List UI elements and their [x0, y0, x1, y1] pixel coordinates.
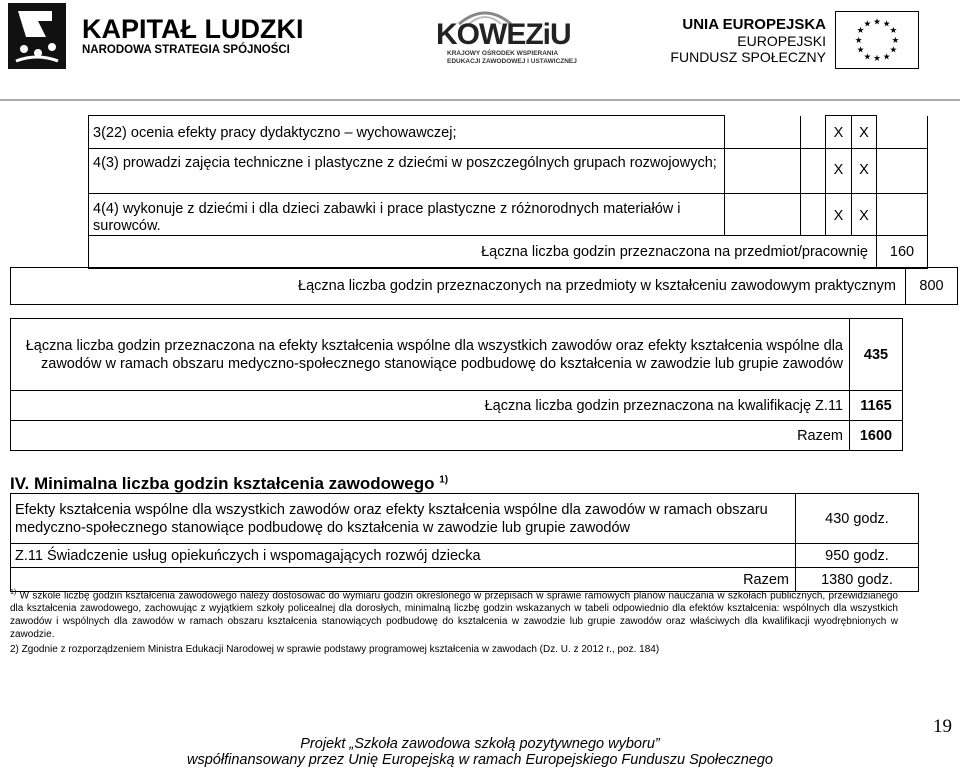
svg-text:★: ★ — [873, 17, 881, 28]
mark-cell: X — [852, 149, 877, 194]
empty-cell — [877, 149, 928, 194]
table-row — [11, 268, 958, 305]
empty-cell — [801, 116, 826, 149]
section-title — [10, 474, 448, 494]
kowez-subtitle — [447, 50, 577, 66]
svg-text:★: ★ — [882, 52, 891, 63]
min-hours-label: Z.11 Świadczenie usług opiekuńczych i wspomagających rozwój dziecka — [11, 544, 796, 568]
table-row — [89, 149, 928, 194]
table-row — [89, 194, 928, 236]
section-title-footnote-mark: 1) — [439, 474, 449, 486]
table-row — [11, 544, 919, 568]
ue-line1: UNIA EUROPEJSKA — [682, 16, 826, 33]
footnote-1-text: W szkole liczbę godzin kształcenia zawodowego należy dostosować do wymiaru godzin określonego w przepisach w sprawie ramowych planów nauczania w szkołach publicznych, przewidzianego dla kształcenia zawodowego, zachowując z wyjątkiem szkoły policealnej dla dorosłych, minimalną liczbę godzin wskazanych w tabeli odpowiednio dla efektów kształcenia: wspólnych dla wszystkich zawodów i wspólnych dla zawodów w ramach obszaru kształcenia stanowiących podbudowę do kształcenia w zawodzie lub grupie zawodów oraz właściwych dla kwalifikacji wyodrębnionych w zawodzie. — [10, 590, 898, 641]
footnote-1-mark: 1) — [10, 589, 17, 596]
table-row — [11, 421, 903, 451]
empty-cell — [877, 194, 928, 236]
summary-table — [10, 318, 903, 451]
svg-text:★: ★ — [863, 52, 872, 63]
page-number: 19 — [933, 716, 952, 737]
svg-text:★: ★ — [863, 19, 872, 30]
subject-total-label: Łączna liczba godzin przeznaczona na przedmiot/pracownię — [89, 236, 877, 269]
footnote-1 — [10, 586, 898, 641]
min-hours-label: Efekty kształcenia wspólne dla wszystkich zawodów oraz efekty kształcenia wspólne dla zawodów w ramach obszaru medyczno-społecznego stanowiące podbudowę do kształcenia w zawodzie lub grupie zawodów — [11, 494, 796, 544]
practical-total-table — [10, 267, 958, 305]
empty-cell — [801, 149, 826, 194]
section-title-text: IV. Minimalna liczba godzin kształcenia zawodowego — [10, 474, 435, 493]
mark-cell: X — [852, 116, 877, 149]
min-hours-total-value: 1380 godz. — [796, 568, 919, 592]
svg-text:★: ★ — [891, 35, 900, 46]
eu-flag-icon — [835, 11, 919, 69]
kapital-ludzki-emblem-icon — [8, 3, 66, 69]
min-hours-total-label: Razem — [11, 568, 796, 592]
common-effects-label: Łączna liczba godzin przeznaczona na efekty kształcenia wspólne dla wszystkich zawodów oraz efekty kształcenia wspólne dla zawodów w ramach obszaru medyczno-społecznego stanowiące podbudowę do kształcenia w zawodzie lub grupie zawodów — [11, 319, 850, 391]
footer-line2: współfinansowany przez Unię Europejską w ramach Europejskiego Funduszu Społecznego — [187, 752, 773, 768]
practical-total-label: Łączna liczba godzin przeznaczonych na przedmioty w kształceniu zawodowym praktycznym — [11, 268, 906, 305]
svg-text:★: ★ — [856, 26, 865, 37]
min-hours-value: 430 godz. — [796, 494, 919, 544]
kowez-subtitle-line2: EDUKACJI ZAWODOWEJ I USTAWICZNEJ — [447, 58, 577, 65]
effect-text: 3(22) ocenia efekty pracy dydaktyczno – wychowawczej; — [89, 116, 725, 149]
kowez-subtitle-line1: KRAJOWY OŚRODEK WSPIERANIA — [447, 50, 559, 57]
summary-total-value: 1600 — [850, 421, 903, 451]
table-row — [11, 494, 919, 544]
table-row — [11, 391, 903, 421]
table-row — [89, 236, 928, 269]
qualification-label: Łączna liczba godzin przeznaczona na kwalifikację Z.11 — [11, 391, 850, 421]
min-hours-value: 950 godz. — [796, 544, 919, 568]
mark-cell: X — [852, 194, 877, 236]
summary-total-label: Razem — [11, 421, 850, 451]
svg-text:★: ★ — [889, 45, 898, 56]
min-hours-table — [10, 493, 919, 592]
kapital-ludzki-title: KAPITAŁ LUDZKI — [82, 14, 304, 44]
table-row — [89, 116, 928, 149]
empty-cell — [725, 149, 801, 194]
qualification-value: 1165 — [850, 391, 903, 421]
common-effects-value: 435 — [850, 319, 903, 391]
effect-text-content: 4(4) wykonuje z dziećmi i dla dzieci zabawki i prace plastyczne z różnorodnych materiałów i surowców. — [93, 201, 681, 234]
ue-line2: EUROPEJSKI — [737, 33, 826, 49]
kowez-title: KOWEZiU — [436, 18, 571, 51]
subject-total-number: 160 — [889, 244, 915, 260]
mark-cell: X — [826, 194, 852, 236]
svg-text:★: ★ — [889, 26, 898, 37]
empty-cell — [725, 116, 801, 149]
mark-cell: X — [826, 116, 852, 149]
effect-text: 4(3) prowadzi zajęcia techniczne i plastyczne z dziećmi w poszczególnych grupach rozwojowych; — [89, 149, 725, 194]
ue-line3: FUNDUSZ SPOŁECZNY — [670, 49, 826, 65]
svg-text:★: ★ — [873, 54, 881, 65]
empty-cell — [801, 194, 826, 236]
footnote-2: 2) Zgodnie z rozporządzeniem Ministra Edukacji Narodowej w sprawie podstawy programowej kształcenia w zawodach (Dz. U. z 2012 r., poz. 184) — [10, 644, 660, 655]
kapital-ludzki-subtitle: NARODOWA STRATEGIA SPÓJNOŚCI — [82, 44, 290, 56]
effects-table — [88, 115, 928, 269]
svg-text:★: ★ — [882, 19, 891, 30]
mark-cell: X — [826, 149, 852, 194]
svg-text:★: ★ — [854, 35, 863, 46]
empty-cell — [877, 116, 928, 149]
subject-total-value — [877, 236, 928, 269]
practical-total-value: 800 — [906, 268, 958, 305]
effect-text — [89, 194, 725, 236]
table-row — [11, 319, 903, 391]
header-divider — [0, 99, 960, 101]
footer-line1: Projekt „Szkoła zawodowa szkołą pozytywnego wyboru” — [300, 736, 660, 752]
svg-text:★: ★ — [856, 45, 865, 56]
empty-cell — [725, 194, 801, 236]
